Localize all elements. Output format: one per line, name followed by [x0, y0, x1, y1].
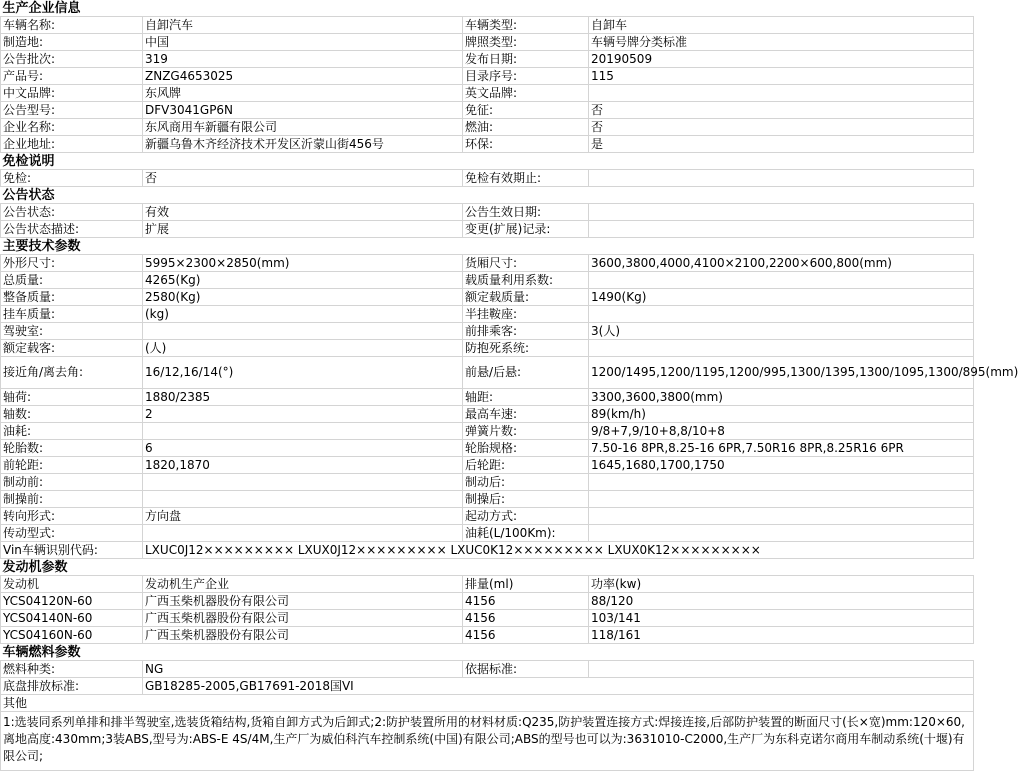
field-value	[143, 423, 463, 440]
field-label: 半挂鞍座:	[463, 306, 589, 323]
field-label: 车辆类型:	[463, 17, 589, 34]
field-label: 外形尺寸:	[1, 255, 143, 272]
field-value: 广西玉柴机器股份有限公司	[143, 593, 463, 610]
field-label: 制操前:	[1, 491, 143, 508]
field-label: 弹簧片数:	[463, 423, 589, 440]
field-value: 广西玉柴机器股份有限公司	[143, 627, 463, 644]
field-value: 自卸车	[589, 17, 974, 34]
field-label: 底盘排放标准:	[1, 678, 143, 695]
section-title: 主要技术参数	[1, 238, 974, 255]
field-value: 广西玉柴机器股份有限公司	[143, 610, 463, 627]
field-value: 3300,3600,3800(mm)	[589, 389, 974, 406]
field-label: 油耗(L/100Km):	[463, 525, 589, 542]
section-row	[1, 0, 974, 17]
field-label: 载质量利用系数:	[463, 272, 589, 289]
field-label: 企业地址:	[1, 136, 143, 153]
field-label: 油耗:	[1, 423, 143, 440]
field-label: 发布日期:	[463, 51, 589, 68]
field-value: 1200/1495,1200/1195,1200/995,1300/1395,1300/1095,1300/895(mm)	[589, 357, 974, 389]
field-label: 接近角/离去角:	[1, 357, 143, 389]
field-label: 燃油:	[463, 119, 589, 136]
table-row	[1, 272, 974, 289]
field-value: 自卸汽车	[143, 17, 463, 34]
table-row	[1, 119, 974, 136]
field-label: 4156	[463, 610, 589, 627]
field-value: 东风牌	[143, 85, 463, 102]
field-label: 变更(扩展)记录:	[463, 221, 589, 238]
field-label: 产品号:	[1, 68, 143, 85]
field-value: 否	[589, 102, 974, 119]
field-value: NG	[143, 661, 463, 678]
field-value	[143, 474, 463, 491]
field-label: 免检有效期止:	[463, 170, 589, 187]
table-row	[1, 678, 974, 695]
field-value: 方向盘	[143, 508, 463, 525]
table-row	[1, 136, 974, 153]
field-value: 2	[143, 406, 463, 423]
field-value	[143, 323, 463, 340]
field-label: 轮胎规格:	[463, 440, 589, 457]
field-label: 最高车速:	[463, 406, 589, 423]
field-label: 公告生效日期:	[463, 204, 589, 221]
field-label: 4156	[463, 593, 589, 610]
table-row	[1, 389, 974, 406]
field-label: 前排乘客:	[463, 323, 589, 340]
table-row	[1, 204, 974, 221]
field-label: 中文品牌:	[1, 85, 143, 102]
field-value: 6	[143, 440, 463, 457]
field-value: 否	[589, 119, 974, 136]
table-row	[1, 68, 974, 85]
field-label: 制操后:	[463, 491, 589, 508]
field-label: YCS04120N-60	[1, 593, 143, 610]
field-value: 319	[143, 51, 463, 68]
field-value: 1820,1870	[143, 457, 463, 474]
section-row	[1, 187, 974, 204]
field-value: 7.50-16 8PR,8.25-16 6PR,7.50R16 8PR,8.25R16 6PR	[589, 440, 974, 457]
field-value: 有效	[143, 204, 463, 221]
table-row	[1, 170, 974, 187]
field-value	[589, 204, 974, 221]
field-label: 制动后:	[463, 474, 589, 491]
field-value: (kg)	[143, 306, 463, 323]
field-value: 3600,3800,4000,4100×2100,2200×600,800(mm)	[589, 255, 974, 272]
section-row	[1, 238, 974, 255]
field-label: YCS04140N-60	[1, 610, 143, 627]
section-row	[1, 559, 974, 576]
table-row	[1, 102, 974, 119]
field-value	[589, 491, 974, 508]
table-row	[1, 51, 974, 68]
field-label: 轴荷:	[1, 389, 143, 406]
table-row	[1, 457, 974, 474]
field-value: 1880/2385	[143, 389, 463, 406]
other-note: 1:选装同系列单排和排半驾驶室,选装货箱结构,货箱自卸方式为后卸式;2:防护装置所用的材料材质:Q235,防护装置连接方式:焊接连接,后部防护装置的断面尺寸(长×宽)mm:120×60,离地高度:430mm;3装ABS,型号为:ABS-E 4S/4M,生产厂为威伯科汽车控制系统(中国)有限公司;ABS的型号也可以为:3631010-C2000,生产厂为东科克诺尔商用车制动系统(十堰)有限公司;	[1, 712, 974, 771]
field-label: 企业名称:	[1, 119, 143, 136]
table-row	[1, 610, 974, 627]
field-label: 轴数:	[1, 406, 143, 423]
field-label: 牌照类型:	[463, 34, 589, 51]
field-value: 4265(Kg)	[143, 272, 463, 289]
table-row	[1, 508, 974, 525]
field-label: 起动方式:	[463, 508, 589, 525]
field-value	[143, 491, 463, 508]
section-title: 车辆燃料参数	[1, 644, 974, 661]
table-row	[1, 255, 974, 272]
field-label: 整备质量:	[1, 289, 143, 306]
table-row	[1, 423, 974, 440]
field-value	[589, 272, 974, 289]
field-value: 118/161	[589, 627, 974, 644]
field-label: 燃料种类:	[1, 661, 143, 678]
field-value: GB18285-2005,GB17691-2018国VI	[143, 678, 974, 695]
field-value	[589, 661, 974, 678]
field-label: YCS04160N-60	[1, 627, 143, 644]
field-label: 目录序号:	[463, 68, 589, 85]
field-label: 轴距:	[463, 389, 589, 406]
field-value	[589, 340, 974, 357]
column-header: 排量(ml)	[463, 576, 589, 593]
field-label: 制造地:	[1, 34, 143, 51]
vin-value: LXUC0J12××××××××× LXUX0J12××××××××× LXUC0K12××××××××× LXUX0K12×××××××××	[143, 542, 974, 559]
field-label: 额定载质量:	[463, 289, 589, 306]
field-value: 扩展	[143, 221, 463, 238]
field-value: 20190509	[589, 51, 974, 68]
table-row	[1, 593, 974, 610]
field-label: 转向形式:	[1, 508, 143, 525]
field-value	[143, 525, 463, 542]
field-label: 轮胎数:	[1, 440, 143, 457]
field-label: 驾驶室:	[1, 323, 143, 340]
field-value: 是	[589, 136, 974, 153]
field-label: 前悬/后悬:	[463, 357, 589, 389]
table-row	[1, 406, 974, 423]
field-value: 否	[143, 170, 463, 187]
section-title: 生产企业信息	[1, 0, 974, 17]
field-value: 中国	[143, 34, 463, 51]
other-label: 其他	[1, 695, 974, 712]
vin-row	[1, 542, 974, 559]
field-label: 4156	[463, 627, 589, 644]
table-row	[1, 525, 974, 542]
table-row	[1, 491, 974, 508]
table-row	[1, 17, 974, 34]
field-label: Vin车辆识别代码:	[1, 542, 143, 559]
field-value	[589, 474, 974, 491]
field-value: 东风商用车新疆有限公司	[143, 119, 463, 136]
field-value: 1490(Kg)	[589, 289, 974, 306]
field-value: 5995×2300×2850(mm)	[143, 255, 463, 272]
table-row	[1, 474, 974, 491]
field-value: ZNZG4653025	[143, 68, 463, 85]
table-row	[1, 289, 974, 306]
other-note-row	[1, 712, 974, 771]
field-value: 1645,1680,1700,1750	[589, 457, 974, 474]
column-header: 发动机生产企业	[143, 576, 463, 593]
table-row	[1, 661, 974, 678]
table-row	[1, 357, 974, 389]
field-value: 车辆号牌分类标准	[589, 34, 974, 51]
table-row	[1, 306, 974, 323]
field-label: 挂车质量:	[1, 306, 143, 323]
field-label: 车辆名称:	[1, 17, 143, 34]
table-row	[1, 440, 974, 457]
column-header: 功率(kw)	[589, 576, 974, 593]
field-value: DFV3041GP6N	[143, 102, 463, 119]
field-label: 英文品牌:	[463, 85, 589, 102]
field-value: (人)	[143, 340, 463, 357]
other-label-row	[1, 695, 974, 712]
field-value: 9/8+7,9/10+8,8/10+8	[589, 423, 974, 440]
field-value	[589, 306, 974, 323]
field-label: 后轮距:	[463, 457, 589, 474]
table-row	[1, 34, 974, 51]
field-value	[589, 85, 974, 102]
field-label: 免检:	[1, 170, 143, 187]
field-value: 103/141	[589, 610, 974, 627]
field-label: 前轮距:	[1, 457, 143, 474]
field-value	[589, 508, 974, 525]
field-value: 89(km/h)	[589, 406, 974, 423]
field-label: 总质量:	[1, 272, 143, 289]
field-value: 16/12,16/14(°)	[143, 357, 463, 389]
table-row	[1, 221, 974, 238]
field-label: 防抱死系统:	[463, 340, 589, 357]
field-label: 额定载客:	[1, 340, 143, 357]
table-row	[1, 340, 974, 357]
field-label: 公告状态:	[1, 204, 143, 221]
engine-header-row	[1, 576, 974, 593]
field-value: 新疆乌鲁木齐经济技术开发区沂蒙山街456号	[143, 136, 463, 153]
table-row	[1, 323, 974, 340]
field-value	[589, 170, 974, 187]
field-value: 115	[589, 68, 974, 85]
field-value: 3(人)	[589, 323, 974, 340]
table-row	[1, 85, 974, 102]
field-label: 公告批次:	[1, 51, 143, 68]
field-value: 2580(Kg)	[143, 289, 463, 306]
field-label: 制动前:	[1, 474, 143, 491]
column-header: 发动机	[1, 576, 143, 593]
field-label: 依据标准:	[463, 661, 589, 678]
field-label: 公告型号:	[1, 102, 143, 119]
table-row	[1, 627, 974, 644]
field-label: 传动型式:	[1, 525, 143, 542]
field-value	[589, 525, 974, 542]
field-value: 88/120	[589, 593, 974, 610]
section-title: 发动机参数	[1, 559, 974, 576]
section-title: 免检说明	[1, 153, 974, 170]
field-label: 免征:	[463, 102, 589, 119]
section-row	[1, 153, 974, 170]
field-label: 货厢尺寸:	[463, 255, 589, 272]
field-label: 公告状态描述:	[1, 221, 143, 238]
field-value	[589, 221, 974, 238]
field-label: 环保:	[463, 136, 589, 153]
section-row	[1, 644, 974, 661]
section-title: 公告状态	[1, 187, 974, 204]
